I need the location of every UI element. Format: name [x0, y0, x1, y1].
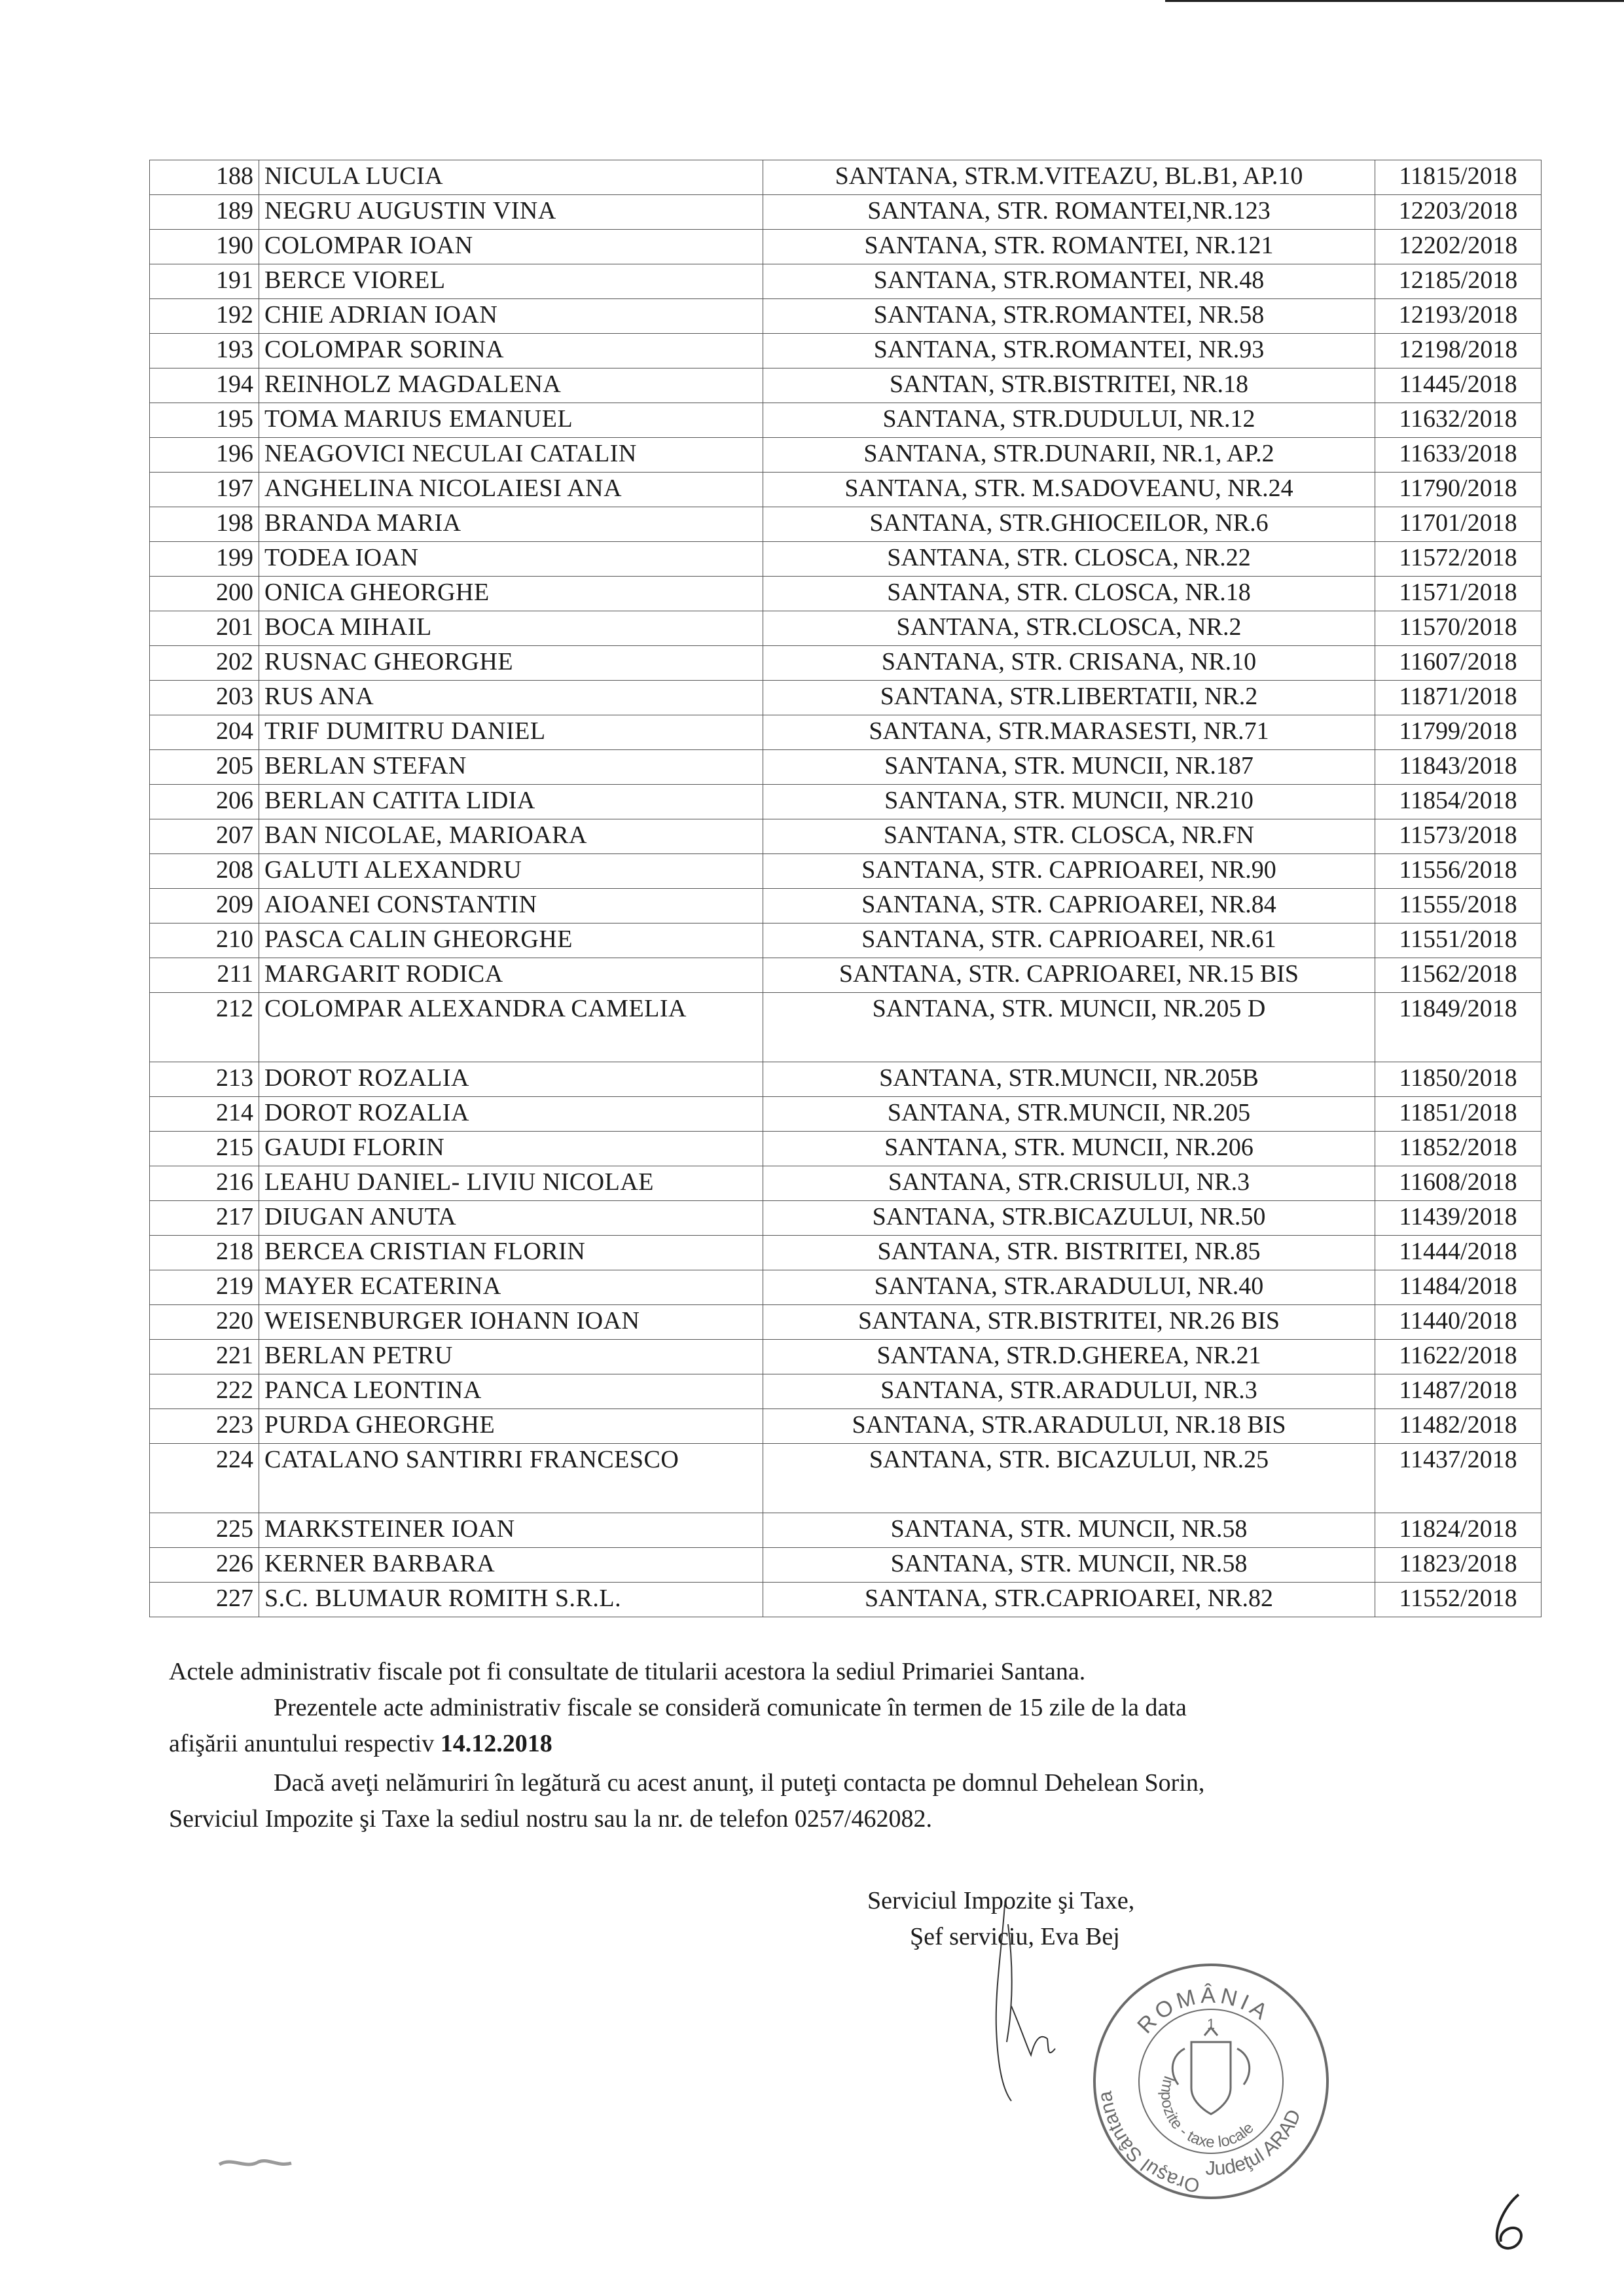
table-row	[150, 1513, 1542, 1548]
taxpayer-name-cell: COLOMPAR SORINA	[259, 334, 763, 368]
address-cell: SANTANA, STR. CAPRIOAREI, NR.84	[763, 889, 1375, 924]
address-cell: SANTANA, STR. BICAZULUI, NR.25	[763, 1444, 1375, 1513]
notice-paragraph-3-line-2: Serviciul Impozite şi Taxe la sediul nostru sau la nr. de telefon 0257/462082.	[169, 1805, 932, 1833]
address-cell: SANTANA, STR. MUNCII, NR.205 D	[763, 993, 1375, 1062]
row-number-cell: 208	[150, 854, 259, 889]
document-number-cell: 11482/2018	[1375, 1409, 1542, 1444]
table-row	[150, 785, 1542, 819]
table-row	[150, 924, 1542, 958]
table-row	[150, 438, 1542, 473]
taxpayer-name-cell: BERLAN PETRU	[259, 1340, 763, 1374]
taxpayer-name-cell: TRIF DUMITRU DANIEL	[259, 715, 763, 750]
document-number-cell: 11573/2018	[1375, 819, 1542, 854]
official-stamp	[1087, 1957, 1335, 2206]
taxpayer-name-cell: COLOMPAR ALEXANDRA CAMELIA	[259, 993, 763, 1062]
address-cell: SANTANA, STR.ARADULUI, NR.3	[763, 1374, 1375, 1409]
table-row	[150, 473, 1542, 507]
row-number-cell: 204	[150, 715, 259, 750]
document-number-cell: 11445/2018	[1375, 368, 1542, 403]
top-edge-line	[1165, 0, 1624, 2]
row-number-cell: 214	[150, 1097, 259, 1132]
table-row	[150, 681, 1542, 715]
row-number-cell: 222	[150, 1374, 259, 1409]
address-cell: SANTANA, STR.LIBERTATII, NR.2	[763, 681, 1375, 715]
table-row	[150, 1132, 1542, 1166]
row-number-cell: 218	[150, 1236, 259, 1270]
document-number-cell: 11562/2018	[1375, 958, 1542, 993]
document-number-cell: 11484/2018	[1375, 1270, 1542, 1305]
address-cell: SANTANA, STR.ROMANTEI, NR.58	[763, 299, 1375, 334]
document-number-cell: 11850/2018	[1375, 1062, 1542, 1097]
table-row	[150, 160, 1542, 195]
address-cell: SANTANA, STR. CLOSCA, NR.22	[763, 542, 1375, 577]
taxpayer-name-cell: TOMA MARIUS EMANUEL	[259, 403, 763, 438]
row-number-cell: 205	[150, 750, 259, 785]
taxpayer-name-cell: MARGARIT RODICA	[259, 958, 763, 993]
table-row	[150, 993, 1542, 1062]
table-row	[150, 230, 1542, 264]
records-table-body	[150, 160, 1542, 1617]
table-row	[150, 577, 1542, 611]
row-number-cell: 212	[150, 993, 259, 1062]
document-number-cell: 12193/2018	[1375, 299, 1542, 334]
row-number-cell: 215	[150, 1132, 259, 1166]
taxpayer-name-cell: PASCA CALIN GHEORGHE	[259, 924, 763, 958]
address-cell: SANTANA, STR. CRISANA, NR.10	[763, 646, 1375, 681]
document-number-cell: 11632/2018	[1375, 403, 1542, 438]
document-number-cell: 12203/2018	[1375, 195, 1542, 230]
table-row	[150, 715, 1542, 750]
taxpayer-name-cell: CHIE ADRIAN IOAN	[259, 299, 763, 334]
taxpayer-name-cell: GALUTI ALEXANDRU	[259, 854, 763, 889]
address-cell: SANTANA, STR. MUNCII, NR.58	[763, 1548, 1375, 1583]
row-number-cell: 193	[150, 334, 259, 368]
row-number-cell: 206	[150, 785, 259, 819]
taxpayer-name-cell: KERNER BARBARA	[259, 1548, 763, 1583]
table-row	[150, 1409, 1542, 1444]
taxpayer-name-cell: BERCEA CRISTIAN FLORIN	[259, 1236, 763, 1270]
document-number-cell: 11487/2018	[1375, 1374, 1542, 1409]
document-number-cell: 11622/2018	[1375, 1340, 1542, 1374]
document-number-cell: 11607/2018	[1375, 646, 1542, 681]
row-number-cell: 203	[150, 681, 259, 715]
taxpayer-name-cell: NICULA LUCIA	[259, 160, 763, 195]
table-row	[150, 1374, 1542, 1409]
address-cell: SANTANA, STR. MUNCII, NR.58	[763, 1513, 1375, 1548]
taxpayer-name-cell: DIUGAN ANUTA	[259, 1201, 763, 1236]
row-number-cell: 210	[150, 924, 259, 958]
row-number-cell: 225	[150, 1513, 259, 1548]
taxpayer-name-cell: BRANDA MARIA	[259, 507, 763, 542]
address-cell: SANTANA, STR.ROMANTEI, NR.48	[763, 264, 1375, 299]
coat-of-arms-icon	[1172, 2028, 1249, 2114]
document-number-cell: 11571/2018	[1375, 577, 1542, 611]
document-number-cell: 11854/2018	[1375, 785, 1542, 819]
taxpayer-name-cell: DOROT ROZALIA	[259, 1062, 763, 1097]
table-row	[150, 334, 1542, 368]
address-cell: SANTANA, STR.BISTRITEI, NR.26 BIS	[763, 1305, 1375, 1340]
row-number-cell: 217	[150, 1201, 259, 1236]
address-cell: SANTANA, STR.GHIOCEILOR, NR.6	[763, 507, 1375, 542]
notice-paragraph-2-line-2	[169, 1728, 552, 1759]
document-number-cell: 11551/2018	[1375, 924, 1542, 958]
taxpayer-name-cell: NEGRU AUGUSTIN VINA	[259, 195, 763, 230]
taxpayer-name-cell: GAUDI FLORIN	[259, 1132, 763, 1166]
table-row	[150, 1583, 1542, 1617]
taxpayer-name-cell: RUSNAC GHEORGHE	[259, 646, 763, 681]
taxpayer-name-cell: BERLAN STEFAN	[259, 750, 763, 785]
row-number-cell: 201	[150, 611, 259, 646]
table-row	[150, 542, 1542, 577]
address-cell: SANTANA, STR. CAPRIOAREI, NR.61	[763, 924, 1375, 958]
row-number-cell: 227	[150, 1583, 259, 1617]
row-number-cell: 216	[150, 1166, 259, 1201]
scan-smudge-mark	[216, 2150, 295, 2176]
address-cell: SANTANA, STR. CLOSCA, NR.18	[763, 577, 1375, 611]
table-row	[150, 403, 1542, 438]
address-cell: SANTANA, STR.ARADULUI, NR.18 BIS	[763, 1409, 1375, 1444]
row-number-cell: 220	[150, 1305, 259, 1340]
document-number-cell: 11556/2018	[1375, 854, 1542, 889]
taxpayer-name-cell: S.C. BLUMAUR ROMITH S.R.L.	[259, 1583, 763, 1617]
row-number-cell: 198	[150, 507, 259, 542]
address-cell: SANTANA, STR.DUNARII, NR.1, AP.2	[763, 438, 1375, 473]
table-row	[150, 1062, 1542, 1097]
taxpayer-name-cell: LEAHU DANIEL- LIVIU NICOLAE	[259, 1166, 763, 1201]
row-number-cell: 221	[150, 1340, 259, 1374]
row-number-cell: 191	[150, 264, 259, 299]
document-number-cell: 11439/2018	[1375, 1201, 1542, 1236]
taxpayer-name-cell: ONICA GHEORGHE	[259, 577, 763, 611]
document-number-cell: 11440/2018	[1375, 1305, 1542, 1340]
address-cell: SANTANA, STR.ARADULUI, NR.40	[763, 1270, 1375, 1305]
taxpayer-name-cell: REINHOLZ MAGDALENA	[259, 368, 763, 403]
document-number-cell: 12202/2018	[1375, 230, 1542, 264]
table-row	[150, 611, 1542, 646]
address-cell: SANTANA, STR. MUNCII, NR.210	[763, 785, 1375, 819]
taxpayer-name-cell: NEAGOVICI NECULAI CATALIN	[259, 438, 763, 473]
table-row	[150, 854, 1542, 889]
row-number-cell: 223	[150, 1409, 259, 1444]
document-number-cell: 11823/2018	[1375, 1548, 1542, 1583]
row-number-cell: 188	[150, 160, 259, 195]
taxpayer-name-cell: AIOANEI CONSTANTIN	[259, 889, 763, 924]
document-number-cell: 11555/2018	[1375, 889, 1542, 924]
address-cell: SANTANA, STR. BISTRITEI, NR.85	[763, 1236, 1375, 1270]
document-number-cell: 12198/2018	[1375, 334, 1542, 368]
row-number-cell: 202	[150, 646, 259, 681]
table-row	[150, 1305, 1542, 1340]
document-number-cell: 11572/2018	[1375, 542, 1542, 577]
taxpayer-name-cell: DOROT ROZALIA	[259, 1097, 763, 1132]
notice-display-label: afişării anuntului respectiv	[169, 1730, 441, 1757]
table-row	[150, 1097, 1542, 1132]
row-number-cell: 197	[150, 473, 259, 507]
table-row	[150, 264, 1542, 299]
stamp-number: 1	[1206, 2016, 1216, 2032]
handwritten-page-number	[1483, 2189, 1542, 2255]
table-row	[150, 507, 1542, 542]
document-number-cell: 11570/2018	[1375, 611, 1542, 646]
row-number-cell: 189	[150, 195, 259, 230]
taxpayer-name-cell: BOCA MIHAIL	[259, 611, 763, 646]
handwritten-signature	[949, 1898, 1080, 2108]
address-cell: SANTANA, STR. MUNCII, NR.206	[763, 1132, 1375, 1166]
document-number-cell: 11701/2018	[1375, 507, 1542, 542]
row-number-cell: 190	[150, 230, 259, 264]
address-cell: SANTANA, STR.ROMANTEI, NR.93	[763, 334, 1375, 368]
notice-display-date: 14.12.2018	[440, 1730, 552, 1757]
document-number-cell: 11824/2018	[1375, 1513, 1542, 1548]
table-row	[150, 1444, 1542, 1513]
table-row	[150, 750, 1542, 785]
signature-chief: Şef serviciu, Eva Bej	[910, 1923, 1120, 1950]
document-number-cell: 11851/2018	[1375, 1097, 1542, 1132]
row-number-cell: 194	[150, 368, 259, 403]
row-number-cell: 192	[150, 299, 259, 334]
address-cell: SANTANA, STR.M.VITEAZU, BL.B1, AP.10	[763, 160, 1375, 195]
taxpayer-name-cell: BAN NICOLAE, MARIOARA	[259, 819, 763, 854]
address-cell: SANTAN, STR.BISTRITEI, NR.18	[763, 368, 1375, 403]
table-row	[150, 195, 1542, 230]
row-number-cell: 195	[150, 403, 259, 438]
row-number-cell: 224	[150, 1444, 259, 1513]
document-number-cell: 11852/2018	[1375, 1132, 1542, 1166]
row-number-cell: 211	[150, 958, 259, 993]
row-number-cell: 209	[150, 889, 259, 924]
address-cell: SANTANA, STR. ROMANTEI,NR.123	[763, 195, 1375, 230]
table-row	[150, 1340, 1542, 1374]
address-cell: SANTANA, STR. CAPRIOAREI, NR.90	[763, 854, 1375, 889]
document-number-cell: 11849/2018	[1375, 993, 1542, 1062]
address-cell: SANTANA, STR. ROMANTEI, NR.121	[763, 230, 1375, 264]
taxpayer-name-cell: ANGHELINA NICOLAIESI ANA	[259, 473, 763, 507]
document-number-cell: 11608/2018	[1375, 1166, 1542, 1201]
stamp-left-text: Oraşul Sântana	[1094, 2089, 1201, 2197]
stamp-bottom-text: Judeţul ARAD	[1204, 2106, 1306, 2180]
table-row	[150, 889, 1542, 924]
taxpayer-name-cell: CATALANO SANTIRRI FRANCESCO	[259, 1444, 763, 1513]
records-table	[149, 160, 1542, 1617]
address-cell: SANTANA, STR. CAPRIOAREI, NR.15 BIS	[763, 958, 1375, 993]
stamp-inner-text: Impozite - taxe locale	[1157, 2073, 1257, 2152]
table-row	[150, 368, 1542, 403]
table-row	[150, 299, 1542, 334]
address-cell: SANTANA, STR.MUNCII, NR.205B	[763, 1062, 1375, 1097]
document-number-cell: 11799/2018	[1375, 715, 1542, 750]
row-number-cell: 226	[150, 1548, 259, 1583]
document-number-cell: 11790/2018	[1375, 473, 1542, 507]
row-number-cell: 200	[150, 577, 259, 611]
address-cell: SANTANA, STR. MUNCII, NR.187	[763, 750, 1375, 785]
taxpayer-name-cell: BERLAN CATITA LIDIA	[259, 785, 763, 819]
document-number-cell: 11437/2018	[1375, 1444, 1542, 1513]
stamp-top-text: ROMÂNIA	[1132, 1982, 1275, 2039]
svg-text:ROMÂNIA	[1132, 1983, 1274, 2038]
table-row	[150, 1236, 1542, 1270]
taxpayer-name-cell: TODEA IOAN	[259, 542, 763, 577]
table-row	[150, 1201, 1542, 1236]
document-number-cell: 11815/2018	[1375, 160, 1542, 195]
document-number-cell: 11552/2018	[1375, 1583, 1542, 1617]
address-cell: SANTANA, STR.DUDULUI, NR.12	[763, 403, 1375, 438]
table-row	[150, 1270, 1542, 1305]
document-number-cell: 11444/2018	[1375, 1236, 1542, 1270]
taxpayer-name-cell: WEISENBURGER IOHANN IOAN	[259, 1305, 763, 1340]
taxpayer-name-cell: RUS ANA	[259, 681, 763, 715]
notice-paragraph-2-line-1: Prezentele acte administrativ fiscale se consideră comunicate în termen de 15 zile de la data	[274, 1694, 1187, 1721]
notice-paragraph-1: Actele administrativ fiscale pot fi consultate de titularii acestora la sediul Primariei Santana.	[169, 1658, 1086, 1685]
document-number-cell: 11633/2018	[1375, 438, 1542, 473]
row-number-cell: 213	[150, 1062, 259, 1097]
document-number-cell: 12185/2018	[1375, 264, 1542, 299]
table-row	[150, 646, 1542, 681]
address-cell: SANTANA, STR.MARASESTI, NR.71	[763, 715, 1375, 750]
row-number-cell: 196	[150, 438, 259, 473]
address-cell: SANTANA, STR. M.SADOVEANU, NR.24	[763, 473, 1375, 507]
table-row	[150, 958, 1542, 993]
taxpayer-name-cell: PANCA LEONTINA	[259, 1374, 763, 1409]
document-number-cell: 11843/2018	[1375, 750, 1542, 785]
taxpayer-name-cell: PURDA GHEORGHE	[259, 1409, 763, 1444]
signature-department: Serviciul Impozite şi Taxe,	[867, 1887, 1135, 1914]
document-number-cell: 11871/2018	[1375, 681, 1542, 715]
notice-paragraph-3-line-1: Dacă aveţi nelămuriri în legătură cu acest anunţ, il puteţi contacta pe domnul Dehelean Sorin,	[274, 1769, 1205, 1797]
table-row	[150, 1548, 1542, 1583]
address-cell: SANTANA, STR.D.GHEREA, NR.21	[763, 1340, 1375, 1374]
table-row	[150, 819, 1542, 854]
row-number-cell: 199	[150, 542, 259, 577]
taxpayer-name-cell: MAYER ECATERINA	[259, 1270, 763, 1305]
taxpayer-name-cell: MARKSTEINER IOAN	[259, 1513, 763, 1548]
row-number-cell: 207	[150, 819, 259, 854]
address-cell: SANTANA, STR.CLOSCA, NR.2	[763, 611, 1375, 646]
address-cell: SANTANA, STR. CLOSCA, NR.FN	[763, 819, 1375, 854]
taxpayer-name-cell: BERCE VIOREL	[259, 264, 763, 299]
row-number-cell: 219	[150, 1270, 259, 1305]
address-cell: SANTANA, STR.CAPRIOAREI, NR.82	[763, 1583, 1375, 1617]
table-row	[150, 1166, 1542, 1201]
address-cell: SANTANA, STR.BICAZULUI, NR.50	[763, 1201, 1375, 1236]
taxpayer-name-cell: COLOMPAR IOAN	[259, 230, 763, 264]
address-cell: SANTANA, STR.CRISULUI, NR.3	[763, 1166, 1375, 1201]
address-cell: SANTANA, STR.MUNCII, NR.205	[763, 1097, 1375, 1132]
